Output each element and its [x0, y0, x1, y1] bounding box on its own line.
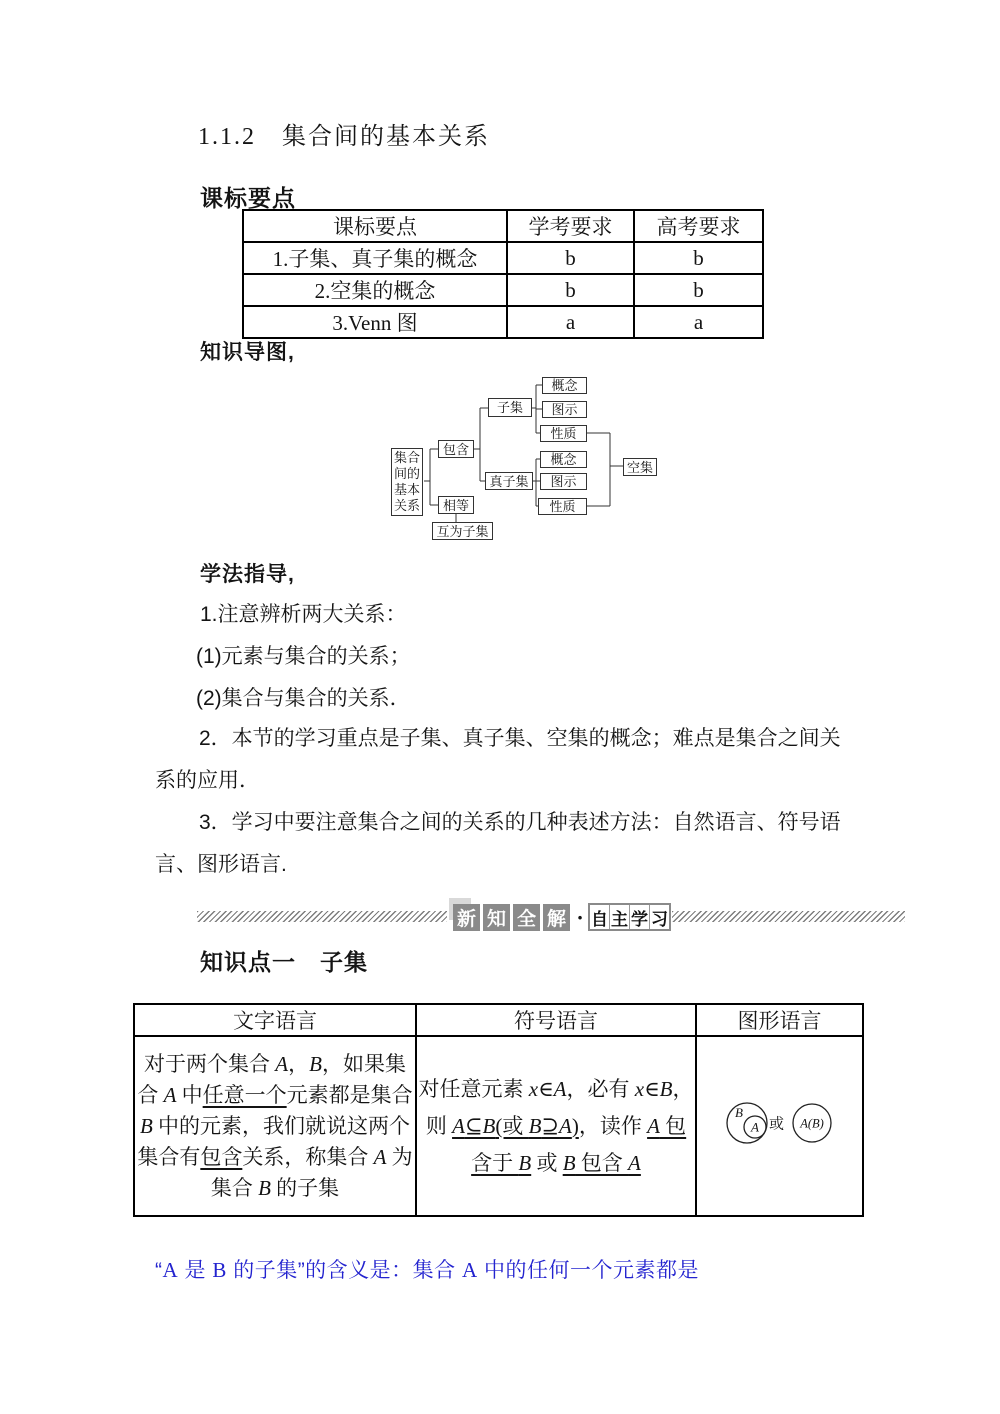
footer-note: “A 是 B 的子集”的含义是：集合 A 中的任何一个元素都是 — [155, 1258, 700, 1282]
diagram-node-property-top: 性质 — [540, 425, 587, 442]
table-header-row — [243, 210, 763, 242]
banner-separator-dot: · — [576, 904, 584, 930]
hatch-line-right — [672, 911, 905, 922]
t2-header-graphic-language: 图形语言 — [696, 1004, 863, 1036]
section-heading-study-guide: 学法指导, — [200, 563, 295, 586]
t1-cell: b — [634, 274, 763, 306]
study-guide-line2: (1)元素与集合的关系； — [196, 645, 411, 668]
banner-outline-char: 学 — [630, 905, 650, 929]
curriculum-requirements-table — [242, 209, 764, 339]
t1-cell: b — [507, 242, 634, 274]
t2-header-symbol-language: 符号语言 — [416, 1004, 696, 1036]
diagram-node-mutual-subset: 互为子集 — [432, 522, 493, 540]
diagram-node-illustration-top: 图示 — [542, 401, 587, 418]
study-guide-para2: 2．本节的学习重点是子集、真子集、空集的概念；难点是集合之间关系的应用． — [155, 727, 841, 792]
t1-header-gaokao: 高考要求 — [634, 210, 763, 242]
venn-label-A: A — [750, 1119, 759, 1134]
table-header-row — [134, 1004, 863, 1036]
venn-or-label: 或 — [768, 1116, 784, 1132]
study-guide-line3: (2)集合与集合的关系． — [196, 687, 411, 710]
banner-outline-box — [588, 903, 671, 931]
diagram-node-property-bottom: 性质 — [538, 498, 587, 515]
banner-char-box: 解 — [543, 904, 570, 931]
banner-char-box: 新 — [453, 904, 480, 931]
subset-definition-table — [133, 1003, 864, 1217]
venn-label-AB: A(B) — [799, 1116, 824, 1130]
t1-header-xuekao: 学考要求 — [507, 210, 634, 242]
table-row — [134, 1036, 863, 1216]
venn-diagram — [725, 1100, 835, 1148]
section-heading-knowledge-map: 知识导图, — [200, 341, 295, 364]
diagram-node-illustration-bottom: 图示 — [540, 473, 587, 490]
t1-cell: b — [507, 274, 634, 306]
table-row — [243, 306, 763, 338]
t1-cell: a — [634, 306, 763, 338]
diagram-node-include: 包含 — [438, 440, 474, 458]
venn-label-B: B — [734, 1104, 743, 1120]
hatch-line-left — [197, 911, 447, 922]
banner-outline-char: 习 — [651, 909, 668, 929]
banner-outline-char: 自 — [590, 905, 610, 929]
t1-cell: a — [507, 306, 634, 338]
t1-cell: b — [634, 242, 763, 274]
t1-cell: 2.空集的概念 — [243, 274, 507, 306]
t1-cell: 1.子集、真子集的概念 — [243, 242, 507, 274]
section-banner — [0, 898, 1000, 936]
diagram-node-root: 集合间的基本关系 — [391, 448, 423, 516]
venn-outer-circle — [727, 1103, 767, 1143]
study-guide-para3: 3．学习中要注意集合之间的关系的几种表述方法：自然语言、符号语言、图形语言. — [155, 811, 841, 876]
diagram-node-empty-set: 空集 — [623, 458, 657, 476]
knowledge-map-diagram — [385, 370, 675, 550]
section-heading-knowledge-point: 知识点一 子集 — [200, 949, 368, 975]
t2-header-text-language: 文字语言 — [134, 1004, 416, 1036]
banner-outline-char: 主 — [610, 905, 630, 929]
diagram-node-equal: 相等 — [438, 496, 474, 514]
t2-cell-symbol-language: 对任意元素 x∈A，必有 x∈B，则 A⊆B(或 B⊇A)，读作 A 包含于 B 或 B 包含 A — [416, 1036, 696, 1216]
diagram-node-concept-bottom: 概念 — [540, 451, 587, 468]
t2-cell-graphic-language — [696, 1036, 863, 1216]
banner-char-box: 全 — [513, 904, 540, 931]
t1-header-item: 课标要点 — [243, 210, 507, 242]
t1-cell: 3.Venn 图 — [243, 306, 507, 338]
table-row — [243, 242, 763, 274]
section-heading-curriculum: 课标要点 — [200, 185, 296, 211]
diagram-node-concept-top: 概念 — [542, 377, 587, 394]
diagram-node-subset: 子集 — [488, 398, 532, 417]
table-row — [243, 274, 763, 306]
diagram-node-proper-subset: 真子集 — [485, 472, 533, 490]
t2-cell-text-language: 对于两个集合 A，B，如果集合 A 中任意一个元素都是集合 B 中的元素，我们就说这两个集合有包含关系，称集合 A 为集合 B 的子集 — [134, 1036, 416, 1216]
study-guide-line1: 1.注意辨析两大关系： — [200, 603, 407, 626]
banner-char-box: 知 — [483, 904, 510, 931]
page-title: 1.1.2 集合间的基本关系 — [198, 124, 490, 150]
